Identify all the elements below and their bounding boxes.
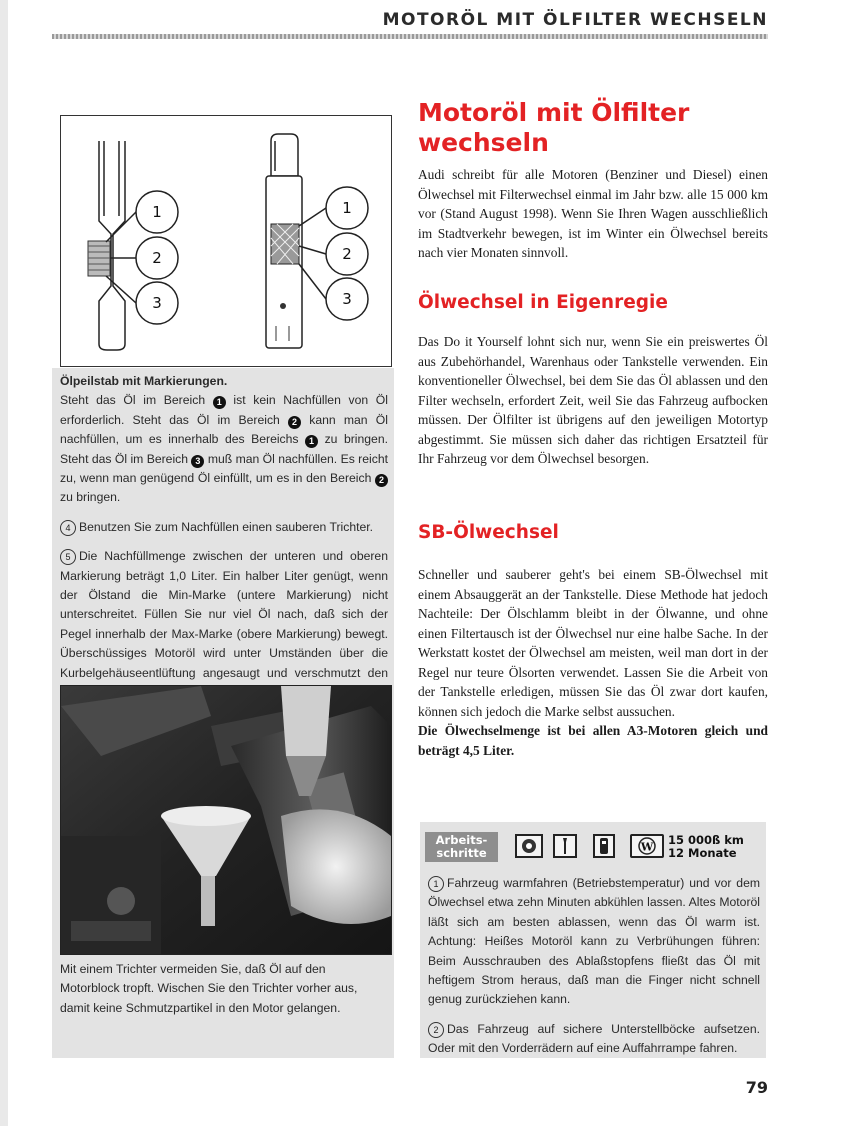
step-text: Fahrzeug warmfahren (Betriebstemperatur) und vor dem Ölwechsel etwa zehn Minuten abkühlen lassen. Altes Motoröl läßt sich am besten ablassen, wenn das Öl warm ist. Achtung: Heißes Motoröl kann zu Verbrühungen führen: Beim Ausschrauben des Ablaßstopfens fließt das Öl mit heftigem Strom heraus, daß man die Finger nicht schnell genug zurückziehen kann. bbox=[428, 876, 760, 1007]
svg-text:W: W bbox=[640, 840, 654, 854]
caption-text: ist kein Nachfüllen von Öl erforderlich. Steht das Öl im Bereich bbox=[60, 393, 388, 427]
step-number: 1 bbox=[428, 876, 444, 892]
sb-section bbox=[418, 565, 768, 760]
step-5 bbox=[60, 547, 388, 702]
header-rule bbox=[52, 34, 768, 39]
work-steps-header bbox=[425, 832, 765, 864]
oil-can-icon bbox=[515, 834, 543, 858]
sb-paragraph: Schneller und sauberer geht's bei einem SB-Ölwechsel mit einem Absauggerät an der Tankstelle. Diese Methode hat jedoch Nachteile: Der Ölschlamm bleibt in der Ölwanne, und ohne einen Filtertausch ist der Ölwechsel nur eine halbe Sache. In der Werkstatt kostet der Ölwechsel am meisten, weil man dort in der Regel nur teure Ölsorten verwendet. Lassen Sie die Arbeit von der Tankstelle erledigen, müssen Sie das Öl zwar dort kaufen, können sich jedoch die Marke selbst aussuchen. bbox=[418, 567, 768, 719]
step-text: Benutzen Sie zum Nachfüllen einen sauberen Trichter. bbox=[79, 519, 374, 534]
step-number: 2 bbox=[428, 1022, 444, 1038]
page-title: Motoröl mit Ölfilter wechseln bbox=[418, 98, 690, 157]
oil-filter-icon bbox=[593, 834, 615, 858]
caption-text: muß man Öl nachfüllen. Es reicht zu, wenn man genügend Öl einfüllt, um es in den Bereich bbox=[60, 451, 388, 486]
caption-text: Steht das Öl im Bereich bbox=[60, 393, 206, 408]
eigenregie-paragraph: Das Do it Yourself lohnt sich nur, wenn Sie ein preiswertes Öl aus Zubehörhandel, Warenhaus oder Tankstelle verwenden. Ein konventioneller Ölwechsel, bei dem Sie das Öl ablassen und den Filter wechseln, erfordert Zeit, weil Sie das Fahrzeug aufbocken müssen. Der Ölfilter ist übrigens auf den jeweiligen Motortyp abgestimmt. Sie müssen sich daher das richtigen Ersatzteil für Ihr Fahrzeug vor dem Ölwechsel besorgen. bbox=[418, 334, 768, 466]
marker-badge: 1 bbox=[305, 435, 318, 448]
work-steps-text bbox=[428, 874, 760, 1069]
marker-3: 3 bbox=[152, 294, 162, 312]
caption-title: Ölpeilstab mit Markierungen. bbox=[60, 374, 228, 388]
page-edge bbox=[0, 0, 8, 1126]
warranty-w-icon bbox=[630, 834, 664, 858]
marker-2: 2 bbox=[152, 249, 162, 267]
caption-text: kann man Öl nachfüllen, um es innerhalb des Bereichs bbox=[60, 412, 388, 447]
marker-2-right: 2 bbox=[342, 245, 352, 263]
section-heading-sb: SB-Ölwechsel bbox=[418, 522, 559, 543]
marker-1: 1 bbox=[152, 203, 162, 221]
marker-3-right: 3 bbox=[342, 290, 352, 308]
marker-badge: 1 bbox=[213, 396, 226, 409]
intro-paragraph: Audi schreibt für alle Motoren (Benziner und Diesel) einen Ölwechsel mit Filterwechsel einmal im Jahr bzw. alle 15 000 km vor (Stand August 1998). Wenn Sie Ihren Wagen ausschließlich im Stadtverkehr bewegen, ist im Winter ein Ölwechsel bereits nach vier Monaten sinnvoll. bbox=[418, 167, 768, 260]
interval-km: 15 000ß km bbox=[668, 833, 744, 847]
step-number: 4 bbox=[60, 520, 76, 536]
marker-badge: 3 bbox=[191, 455, 204, 468]
funnel-photo bbox=[60, 685, 392, 955]
step-number: 5 bbox=[60, 549, 76, 565]
marker-1-right: 1 bbox=[342, 199, 352, 217]
dipstick-caption bbox=[60, 372, 388, 713]
step-text: Die Nachfüllmenge zwischen der unteren und oberen Markierung beträgt 1,0 Liter. Ein halber Liter genügt, wenn der Ölstand die Min-Marke (untere Markierung) nicht unterschreitet. Füllen Sie nur viel Öl nach, daß sich der Pegel innerhalb der Max-Marke (obere Markierung) bewegt. Überschüssiges Motoröl wird unter Umständen über die Kurbelgehäuseentlüftung angesaugt und verschmutzt den bbox=[60, 549, 388, 680]
section-heading-eigenregie: Ölwechsel in Eigenregie bbox=[418, 292, 668, 313]
service-interval bbox=[668, 834, 765, 862]
running-head: MOTORÖL MIT ÖLFILTER WECHSELN bbox=[373, 10, 768, 30]
label-line-2: schritte bbox=[436, 846, 487, 860]
page-number: 79 bbox=[745, 1078, 768, 1097]
oil-quantity-note: Die Ölwechselmenge ist bei allen A3-Motoren gleich und beträgt 4,5 Liter. bbox=[418, 723, 768, 758]
marker-badge: 2 bbox=[288, 416, 301, 429]
work-steps-label bbox=[425, 832, 498, 862]
dipstick-diagram bbox=[60, 115, 392, 367]
step-4 bbox=[60, 518, 388, 537]
label-line-1: Arbeits- bbox=[435, 833, 488, 847]
caption-text: zu bringen. bbox=[60, 490, 121, 505]
caption-text: zu bringen. Steht das Öl im Bereich bbox=[60, 432, 388, 466]
wrench-icon bbox=[553, 834, 577, 858]
marker-badge: 2 bbox=[375, 474, 388, 487]
step-text: Das Fahrzeug auf sichere Unterstellböcke aufsetzen. Oder mit den Vorderrädern auf eine Auffahrrampe fahren. bbox=[428, 1021, 760, 1056]
step-1 bbox=[428, 874, 760, 1010]
photo-caption: Mit einem Trichter vermeiden Sie, daß Öl auf den Motorblock tropft. Wischen Sie den Trichter vorher aus, damit keine Schmutzpartikel in den Motor gelangen. bbox=[60, 962, 358, 1015]
step-2 bbox=[428, 1020, 760, 1059]
interval-months: 12 Monate bbox=[668, 845, 737, 860]
